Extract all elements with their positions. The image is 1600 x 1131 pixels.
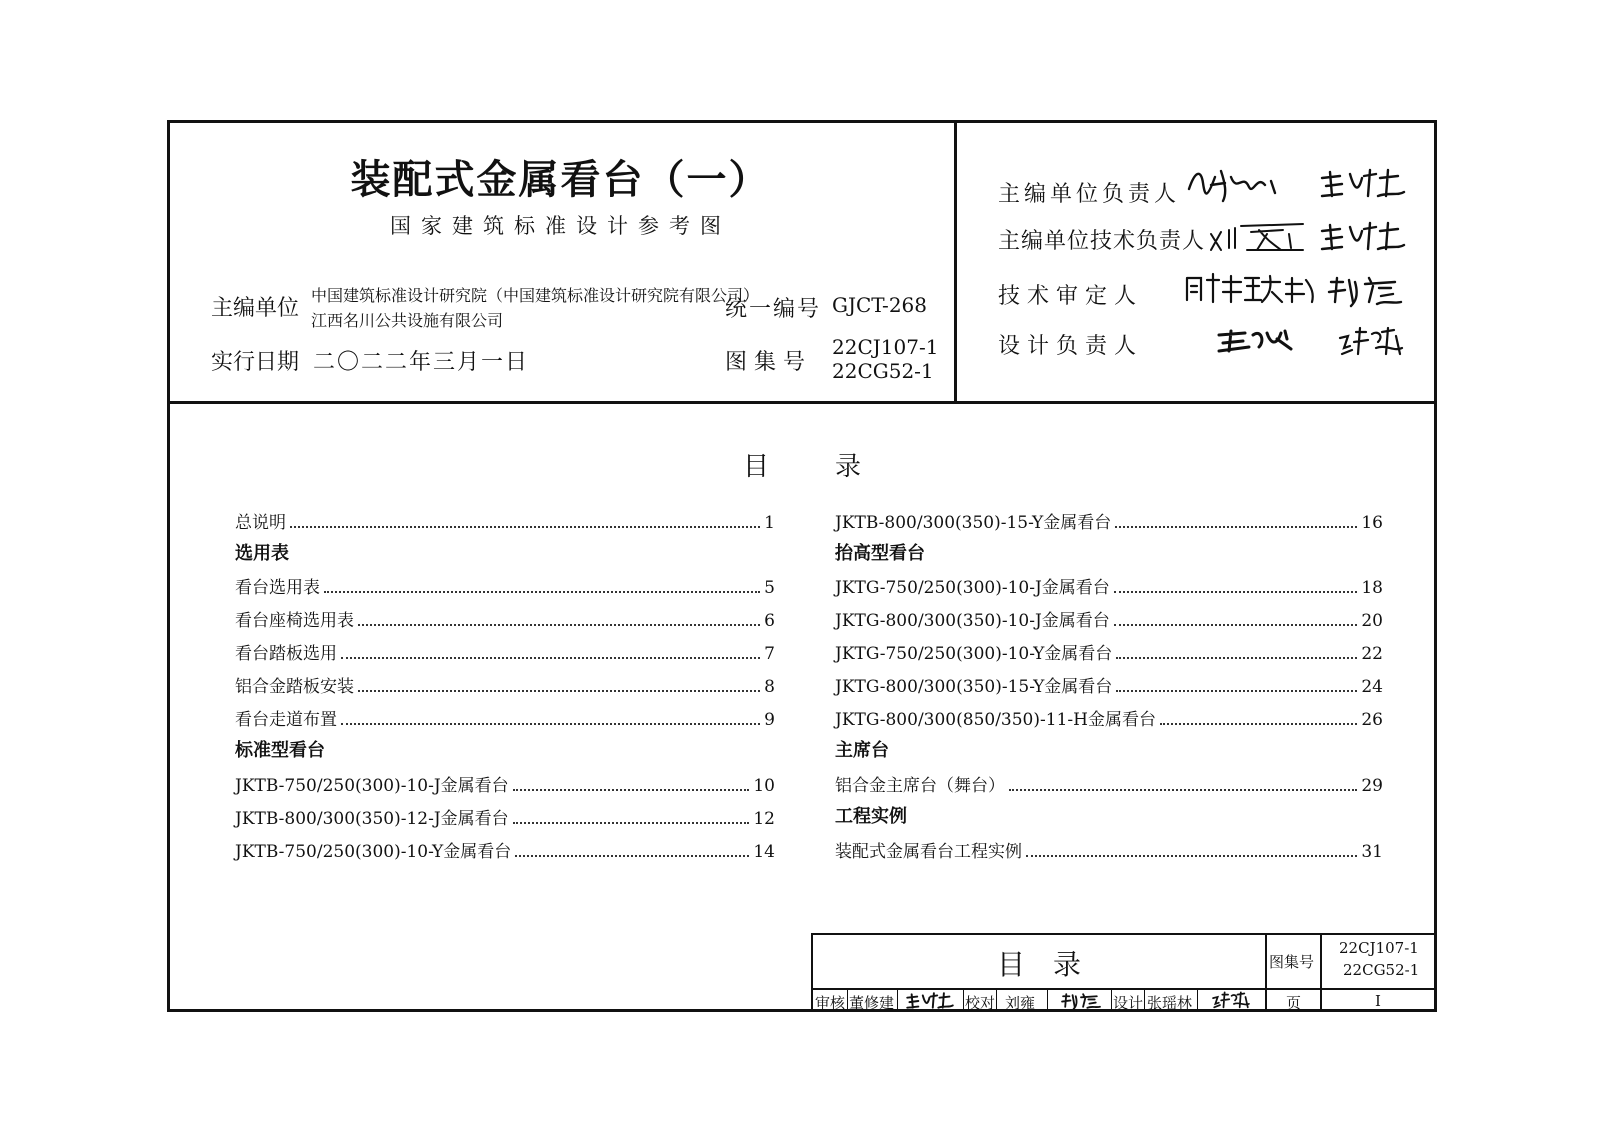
toc-page-number: 29 (1361, 776, 1383, 796)
atlas-no-1: 22CJ107-1 (832, 335, 939, 359)
frame-divider-vertical (954, 120, 957, 403)
title-block-title: 目 录 (996, 948, 1081, 981)
toc-heading-char-2: 录 (835, 452, 862, 482)
signature-liu-dongwei (1207, 220, 1307, 256)
page-title: 装配式金属看台（一） (350, 157, 771, 203)
title-block-atlas-label: 图集号 (1269, 953, 1315, 971)
unified-no: GJCT-268 (832, 293, 927, 317)
toc-item[interactable]: JKTG-800/300(350)-10-J金属看台 20 (835, 611, 1383, 631)
signature-li-cundong (1185, 163, 1285, 205)
signature-dong-xiujian-1 (1318, 166, 1408, 202)
toc-page-number: 9 (764, 710, 775, 730)
signature-label-tech-chief: 主编单位技术负责人 (998, 229, 1206, 254)
signature-liu-yong-1 (1325, 272, 1405, 310)
title-block-design-label: 设计 (1113, 994, 1144, 1012)
toc-section-heading: 工程实例 (835, 806, 907, 827)
atlas-no-label: 图 集 号 (725, 350, 805, 375)
signature-zhang-yaolin-2 (1205, 990, 1257, 1012)
toc-item[interactable]: 总说明 1 (235, 513, 775, 533)
title-block-reviewer: 董修建 (849, 994, 895, 1012)
title-block-page-number: I (1375, 992, 1381, 1010)
toc-heading (167, 446, 1437, 483)
title-block-checker: 刘雍 (1005, 994, 1036, 1012)
toc-page-number: 14 (753, 842, 775, 862)
title-block-page-label: 页 (1286, 994, 1302, 1012)
page-subtitle: 国家建筑标准设计参考图 (390, 214, 731, 238)
toc-item[interactable]: JKTG-750/250(300)-10-Y金属看台 22 (835, 644, 1383, 664)
signature-liu-yong-2 (1057, 991, 1105, 1011)
signature-label-design-chief: 设 计 负 责 人 (998, 334, 1136, 359)
toc-page-number: 20 (1361, 611, 1383, 631)
toc-page-number: 8 (764, 677, 775, 697)
toc-page-number: 12 (753, 809, 775, 829)
title-block-atlas-no-1: 22CJ107-1 (1339, 939, 1419, 957)
toc-section-heading: 抬高型看台 (835, 543, 925, 564)
title-block-atlas-no-2: 22CG52-1 (1343, 961, 1420, 979)
toc-page-number: 24 (1361, 677, 1383, 697)
toc-page-number: 10 (753, 776, 775, 796)
toc-item[interactable]: JKTG-800/300(350)-15-Y金属看台 24 (835, 677, 1383, 697)
editor-unit-label: 主编单位 (211, 296, 300, 321)
unified-no-label: 统一编号 (725, 297, 822, 322)
impl-date-label: 实行日期 (211, 350, 300, 375)
toc-page-number: 16 (1361, 513, 1383, 533)
toc-page-number: 1 (764, 513, 775, 533)
title-block (811, 933, 1437, 1012)
editor-unit-line1: 中国建筑标准设计研究院（中国建筑标准设计研究院有限公司） (311, 286, 760, 305)
toc-page-number: 31 (1361, 842, 1383, 862)
toc-page-number: 5 (764, 578, 775, 598)
signature-dong-xiujian-2 (1318, 219, 1408, 255)
signature-label-chief-unit: 主编单位负责人 (998, 182, 1181, 207)
atlas-no-2: 22CG52-1 (832, 359, 934, 383)
signature-label-tech-review: 技 术 审 定 人 (998, 284, 1136, 309)
toc-item[interactable]: 看台走道布置 9 (235, 710, 775, 730)
toc-item[interactable]: JKTB-800/300(350)-12-J金属看台 12 (235, 809, 775, 829)
toc-section-heading: 标准型看台 (235, 740, 325, 761)
toc-page-number: 7 (764, 644, 775, 664)
impl-date: 二〇二二年三月一日 (313, 350, 530, 375)
signature-zhou-xiangyin (1183, 270, 1263, 308)
title-block-check-label: 校对 (965, 994, 996, 1012)
toc-item[interactable]: JKTB-750/250(300)-10-Y金属看台 14 (235, 842, 775, 862)
toc-page-number: 18 (1361, 578, 1383, 598)
frame-divider-horizontal (167, 401, 1437, 404)
toc-item[interactable]: 铝合金主席台（舞台） 29 (835, 776, 1383, 796)
toc-page-number: 26 (1361, 710, 1383, 730)
toc-item[interactable]: 看台选用表 5 (235, 578, 775, 598)
toc-page-number: 6 (764, 611, 775, 631)
toc-item[interactable]: 装配式金属看台工程实例 31 (835, 842, 1383, 862)
signature-li-shaoguang (1258, 272, 1318, 306)
editor-unit-line2: 江西名川公共设施有限公司 (311, 311, 504, 330)
signature-zhang-yaolin-1 (1336, 324, 1406, 362)
toc-heading-char-1: 目 (742, 452, 769, 482)
toc-item[interactable]: JKTB-800/300(350)-15-Y金属看台 16 (835, 513, 1383, 533)
signature-wang-xiu (1215, 325, 1295, 355)
toc-item[interactable]: 看台踏板选用 7 (235, 644, 775, 664)
toc-item[interactable]: 看台座椅选用表 6 (235, 611, 775, 631)
toc-item[interactable]: 铝合金踏板安装 8 (235, 677, 775, 697)
title-block-designer: 张瑶林 (1147, 994, 1193, 1012)
toc-item[interactable]: JKTB-750/250(300)-10-J金属看台 10 (235, 776, 775, 796)
title-block-review-label: 审核 (815, 994, 846, 1012)
toc-page-number: 22 (1361, 644, 1383, 664)
toc-item[interactable]: JKTG-750/250(300)-10-J金属看台 18 (835, 578, 1383, 598)
toc-section-heading: 选用表 (235, 543, 289, 564)
signature-dong-xiujian-3 (901, 991, 959, 1011)
toc-section-heading: 主席台 (835, 740, 889, 761)
toc-item[interactable]: JKTG-800/300(850/350)-11-H金属看台 26 (835, 710, 1383, 730)
